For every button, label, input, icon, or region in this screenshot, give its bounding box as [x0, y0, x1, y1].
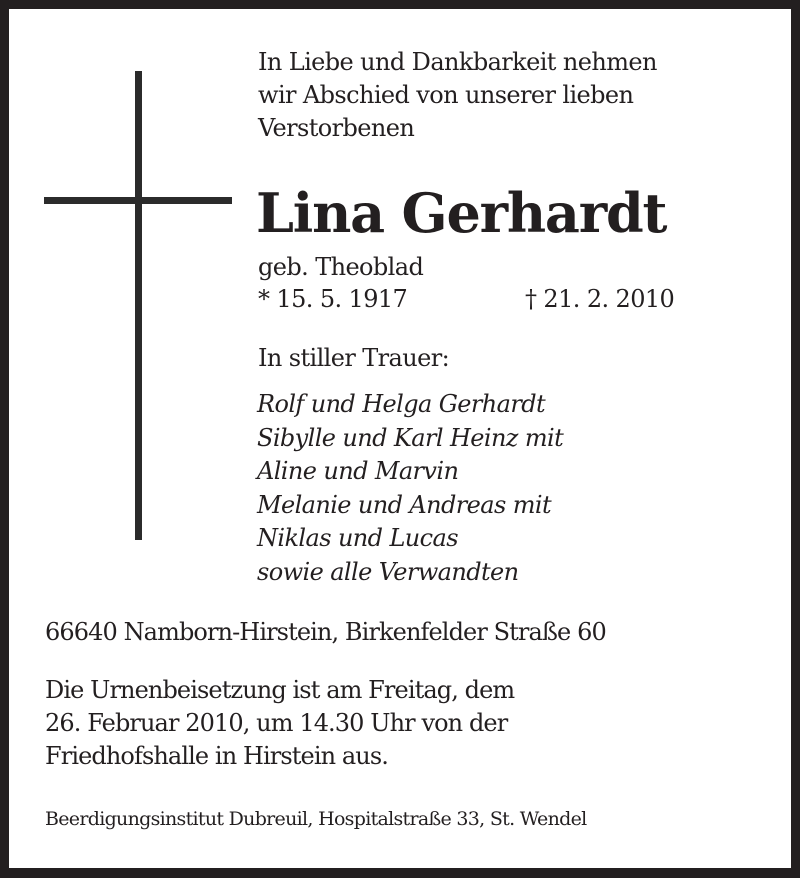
ceremony-line: Die Urnenbeisetzung ist am Freitag, dem [45, 676, 515, 704]
mourner-line: Melanie und Andreas mit [257, 490, 551, 519]
ceremony-info [45, 674, 514, 773]
maiden-name: geb. Theoblad [258, 253, 424, 281]
birth-date: * 15. 5. 1917 [258, 285, 408, 313]
mourner-line: Niklas und Lucas [257, 524, 458, 552]
deceased-name: Lina Gerhardt [256, 181, 667, 245]
cross-icon-vertical-bar [135, 71, 142, 540]
mourner-line: sowie alle Verwandten [257, 557, 519, 586]
mourner-line: Rolf und Helga Gerhardt [257, 390, 546, 418]
intro-text [258, 46, 657, 145]
ceremony-line: Friedhofshalle in Hirstein aus. [45, 742, 388, 770]
family-address: 66640 Namborn-Hirstein, Birkenfelder Straße 60 [45, 618, 606, 646]
intro-line: Verstorbenen [258, 114, 415, 142]
mourner-line: Aline und Marvin [257, 457, 459, 485]
death-date: † 21. 2. 2010 [525, 285, 675, 313]
undertaker-info: Beerdigungsinstitut Dubreuil, Hospitalstraße 33, St. Wendel [45, 808, 587, 830]
ceremony-line: 26. Februar 2010, um 14.30 Uhr von der [45, 709, 508, 737]
mourner-line: Sibylle und Karl Heinz mit [257, 423, 564, 452]
mourning-label: In stiller Trauer: [258, 344, 450, 372]
intro-line: wir Abschied von unserer lieben [258, 81, 634, 109]
cross-icon-horizontal-bar [44, 197, 232, 204]
intro-line: In Liebe und Dankbarkeit nehmen [258, 48, 657, 76]
mourners-list [257, 388, 563, 589]
